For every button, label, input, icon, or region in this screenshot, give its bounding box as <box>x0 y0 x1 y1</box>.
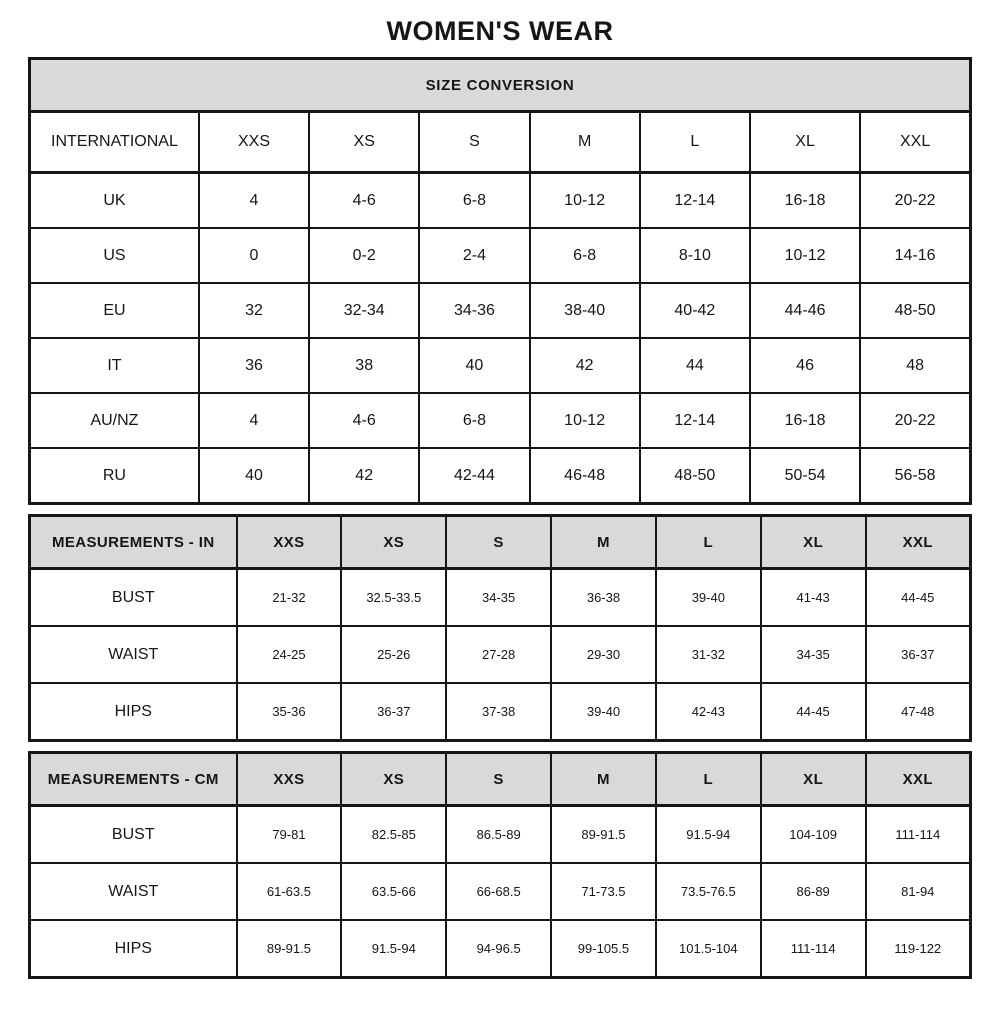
measure-value-cell: 27-28 <box>446 626 551 683</box>
size-value-cell: 40-42 <box>640 283 750 338</box>
size-value-cell: 0 <box>199 228 309 283</box>
measure-value-cell: 66-68.5 <box>446 863 551 920</box>
measure-value-cell: 94-96.5 <box>446 920 551 978</box>
measure-value-cell: 91.5-94 <box>656 806 761 864</box>
size-conversion-column-header-row <box>30 112 971 173</box>
measure-value-cell: 63.5-66 <box>341 863 446 920</box>
measure-value-cell: 42-43 <box>656 683 761 741</box>
size-value-cell: 42-44 <box>419 448 529 504</box>
measure-value-cell: 91.5-94 <box>341 920 446 978</box>
size-value-cell: 6-8 <box>419 173 529 229</box>
size-value-cell: 16-18 <box>750 393 860 448</box>
size-value-cell: 10-12 <box>530 393 640 448</box>
table-row <box>30 228 971 283</box>
measure-value-cell: 21-32 <box>237 569 342 627</box>
measure-value-cell: 61-63.5 <box>237 863 342 920</box>
table-row <box>30 448 971 504</box>
size-value-cell: 46 <box>750 338 860 393</box>
size-value-cell: 4-6 <box>309 173 419 229</box>
measure-value-cell: 82.5-85 <box>341 806 446 864</box>
measurements-in-title: MEASUREMENTS - IN <box>30 516 237 569</box>
col-header: L <box>640 112 750 173</box>
measure-value-cell: 47-48 <box>866 683 971 741</box>
measure-row-label: HIPS <box>30 920 237 978</box>
measure-value-cell: 44-45 <box>761 683 866 741</box>
col-header: XS <box>341 753 446 806</box>
measure-value-cell: 79-81 <box>237 806 342 864</box>
table-row <box>30 683 971 741</box>
measure-value-cell: 86-89 <box>761 863 866 920</box>
size-value-cell: 42 <box>309 448 419 504</box>
measure-value-cell: 111-114 <box>761 920 866 978</box>
measure-value-cell: 44-45 <box>866 569 971 627</box>
size-value-cell: 40 <box>199 448 309 504</box>
size-value-cell: 32 <box>199 283 309 338</box>
measurements-in-header-row <box>30 516 971 569</box>
size-value-cell: 8-10 <box>640 228 750 283</box>
col-header: S <box>419 112 529 173</box>
measurements-cm-table <box>28 751 972 979</box>
size-value-cell: 42 <box>530 338 640 393</box>
size-value-cell: 20-22 <box>860 173 970 229</box>
measure-value-cell: 119-122 <box>866 920 971 978</box>
size-value-cell: 48-50 <box>640 448 750 504</box>
size-value-cell: 6-8 <box>530 228 640 283</box>
measure-value-cell: 89-91.5 <box>237 920 342 978</box>
col-header: S <box>446 516 551 569</box>
measure-value-cell: 24-25 <box>237 626 342 683</box>
size-value-cell: 10-12 <box>530 173 640 229</box>
size-value-cell: 44 <box>640 338 750 393</box>
col-header: XL <box>750 112 860 173</box>
table-row <box>30 806 971 864</box>
measure-value-cell: 34-35 <box>761 626 866 683</box>
table-row <box>30 338 971 393</box>
size-value-cell: 32-34 <box>309 283 419 338</box>
table-row <box>30 626 971 683</box>
size-value-cell: 2-4 <box>419 228 529 283</box>
measurements-in-table <box>28 514 972 742</box>
measure-value-cell: 99-105.5 <box>551 920 656 978</box>
measure-value-cell: 31-32 <box>656 626 761 683</box>
measure-value-cell: 36-37 <box>341 683 446 741</box>
col-header: XXL <box>860 112 970 173</box>
region-label: RU <box>30 448 199 504</box>
col-header: XXS <box>237 753 342 806</box>
measurements-cm-title: MEASUREMENTS - CM <box>30 753 237 806</box>
region-label: AU/NZ <box>30 393 199 448</box>
measure-row-label: HIPS <box>30 683 237 741</box>
size-value-cell: 34-36 <box>419 283 529 338</box>
table-row <box>30 863 971 920</box>
size-value-cell: 0-2 <box>309 228 419 283</box>
col-header: S <box>446 753 551 806</box>
region-label: IT <box>30 338 199 393</box>
table-title-row <box>30 59 971 112</box>
table-row <box>30 920 971 978</box>
measure-value-cell: 36-38 <box>551 569 656 627</box>
col-header: M <box>530 112 640 173</box>
measure-value-cell: 35-36 <box>237 683 342 741</box>
size-value-cell: 16-18 <box>750 173 860 229</box>
page <box>0 16 1000 979</box>
col-header: XS <box>309 112 419 173</box>
size-value-cell: 12-14 <box>640 173 750 229</box>
size-value-cell: 10-12 <box>750 228 860 283</box>
col-header: M <box>551 516 656 569</box>
size-value-cell: 48 <box>860 338 970 393</box>
measure-value-cell: 104-109 <box>761 806 866 864</box>
col-header: INTERNATIONAL <box>30 112 199 173</box>
measure-value-cell: 111-114 <box>866 806 971 864</box>
size-value-cell: 50-54 <box>750 448 860 504</box>
size-value-cell: 46-48 <box>530 448 640 504</box>
col-header: M <box>551 753 656 806</box>
measurements-cm-header-row <box>30 753 971 806</box>
col-header: XXS <box>199 112 309 173</box>
size-value-cell: 12-14 <box>640 393 750 448</box>
size-value-cell: 48-50 <box>860 283 970 338</box>
measure-value-cell: 86.5-89 <box>446 806 551 864</box>
size-value-cell: 44-46 <box>750 283 860 338</box>
size-value-cell: 14-16 <box>860 228 970 283</box>
col-header: L <box>656 516 761 569</box>
size-value-cell: 4-6 <box>309 393 419 448</box>
measure-row-label: BUST <box>30 806 237 864</box>
measure-value-cell: 41-43 <box>761 569 866 627</box>
measure-value-cell: 89-91.5 <box>551 806 656 864</box>
measure-value-cell: 39-40 <box>656 569 761 627</box>
size-value-cell: 38 <box>309 338 419 393</box>
region-label: UK <box>30 173 199 229</box>
table-row <box>30 283 971 338</box>
measure-row-label: WAIST <box>30 863 237 920</box>
measure-value-cell: 101.5-104 <box>656 920 761 978</box>
size-value-cell: 20-22 <box>860 393 970 448</box>
region-label: US <box>30 228 199 283</box>
size-conversion-title: SIZE CONVERSION <box>30 59 971 112</box>
col-header: L <box>656 753 761 806</box>
measure-value-cell: 34-35 <box>446 569 551 627</box>
region-label: EU <box>30 283 199 338</box>
size-value-cell: 36 <box>199 338 309 393</box>
col-header: XS <box>341 516 446 569</box>
measure-value-cell: 36-37 <box>866 626 971 683</box>
size-value-cell: 38-40 <box>530 283 640 338</box>
table-row <box>30 569 971 627</box>
measure-value-cell: 32.5-33.5 <box>341 569 446 627</box>
table-row <box>30 393 971 448</box>
table-row <box>30 173 971 229</box>
measure-row-label: BUST <box>30 569 237 627</box>
size-value-cell: 4 <box>199 173 309 229</box>
measure-value-cell: 37-38 <box>446 683 551 741</box>
col-header: XL <box>761 516 866 569</box>
measure-row-label: WAIST <box>30 626 237 683</box>
col-header: XL <box>761 753 866 806</box>
size-value-cell: 40 <box>419 338 529 393</box>
measure-value-cell: 73.5-76.5 <box>656 863 761 920</box>
measure-value-cell: 29-30 <box>551 626 656 683</box>
measure-value-cell: 25-26 <box>341 626 446 683</box>
col-header: XXL <box>866 753 971 806</box>
page-title: WOMEN'S WEAR <box>386 16 614 46</box>
col-header: XXL <box>866 516 971 569</box>
measure-value-cell: 81-94 <box>866 863 971 920</box>
size-value-cell: 4 <box>199 393 309 448</box>
col-header: XXS <box>237 516 342 569</box>
size-conversion-table <box>28 57 972 505</box>
measure-value-cell: 71-73.5 <box>551 863 656 920</box>
size-value-cell: 6-8 <box>419 393 529 448</box>
size-value-cell: 56-58 <box>860 448 970 504</box>
measure-value-cell: 39-40 <box>551 683 656 741</box>
